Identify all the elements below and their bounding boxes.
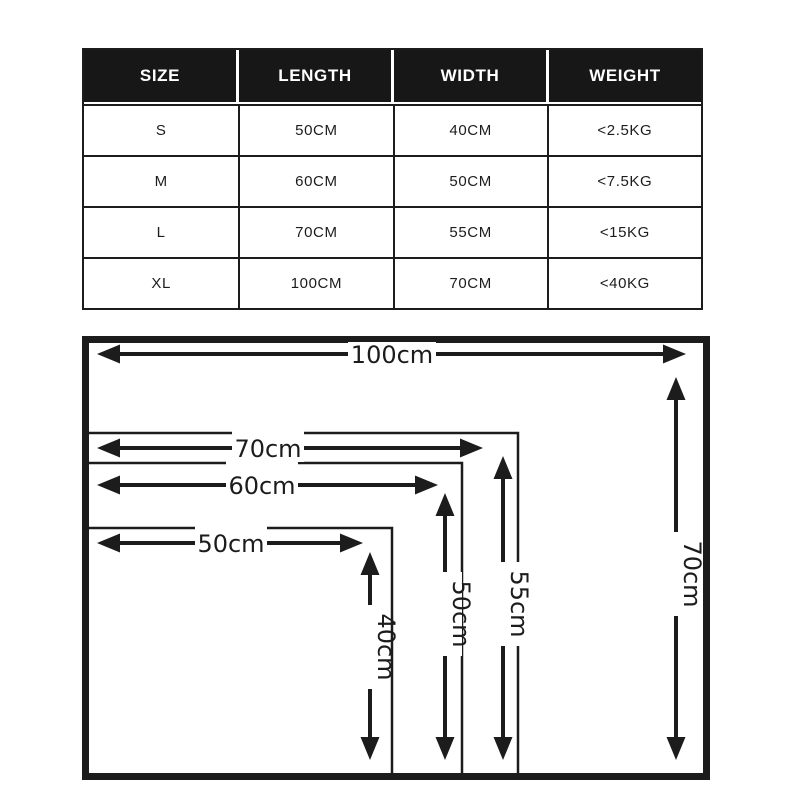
cell-length: 60CM <box>238 155 392 206</box>
length-label-100cm: 100cm <box>350 341 434 369</box>
cell-size: L <box>84 206 238 257</box>
length-label-50cm: 50cm <box>197 530 265 558</box>
column-header-size: SIZE <box>84 50 236 102</box>
column-header-weight: WEIGHT <box>549 50 701 102</box>
outer-bag-outline <box>86 340 707 777</box>
length-label-70cm: 70cm <box>234 435 302 463</box>
cell-width: 50CM <box>393 155 547 206</box>
cell-width: 70CM <box>393 257 547 308</box>
width-label-70cm: 70cm <box>678 540 706 608</box>
width-label-40cm: 40cm <box>372 613 400 681</box>
cell-width: 55CM <box>393 206 547 257</box>
table-header-row <box>84 50 701 102</box>
cell-size: S <box>84 104 238 155</box>
cell-weight: <40KG <box>547 257 701 308</box>
dimension-diagram <box>82 336 710 780</box>
cell-weight: <7.5KG <box>547 155 701 206</box>
cell-length: 50CM <box>238 104 392 155</box>
cell-size: M <box>84 155 238 206</box>
cell-width: 40CM <box>393 104 547 155</box>
size-chart-table <box>82 48 703 310</box>
column-header-width: WIDTH <box>394 50 546 102</box>
cell-length: 70CM <box>238 206 392 257</box>
width-label-50cm: 50cm <box>447 580 475 648</box>
width-label-55cm: 55cm <box>505 570 533 638</box>
cell-size: XL <box>84 257 238 308</box>
cell-weight: <2.5KG <box>547 104 701 155</box>
column-header-length: LENGTH <box>239 50 391 102</box>
length-label-60cm: 60cm <box>228 472 296 500</box>
table-body <box>84 104 701 308</box>
cell-length: 100CM <box>238 257 392 308</box>
cell-weight: <15KG <box>547 206 701 257</box>
